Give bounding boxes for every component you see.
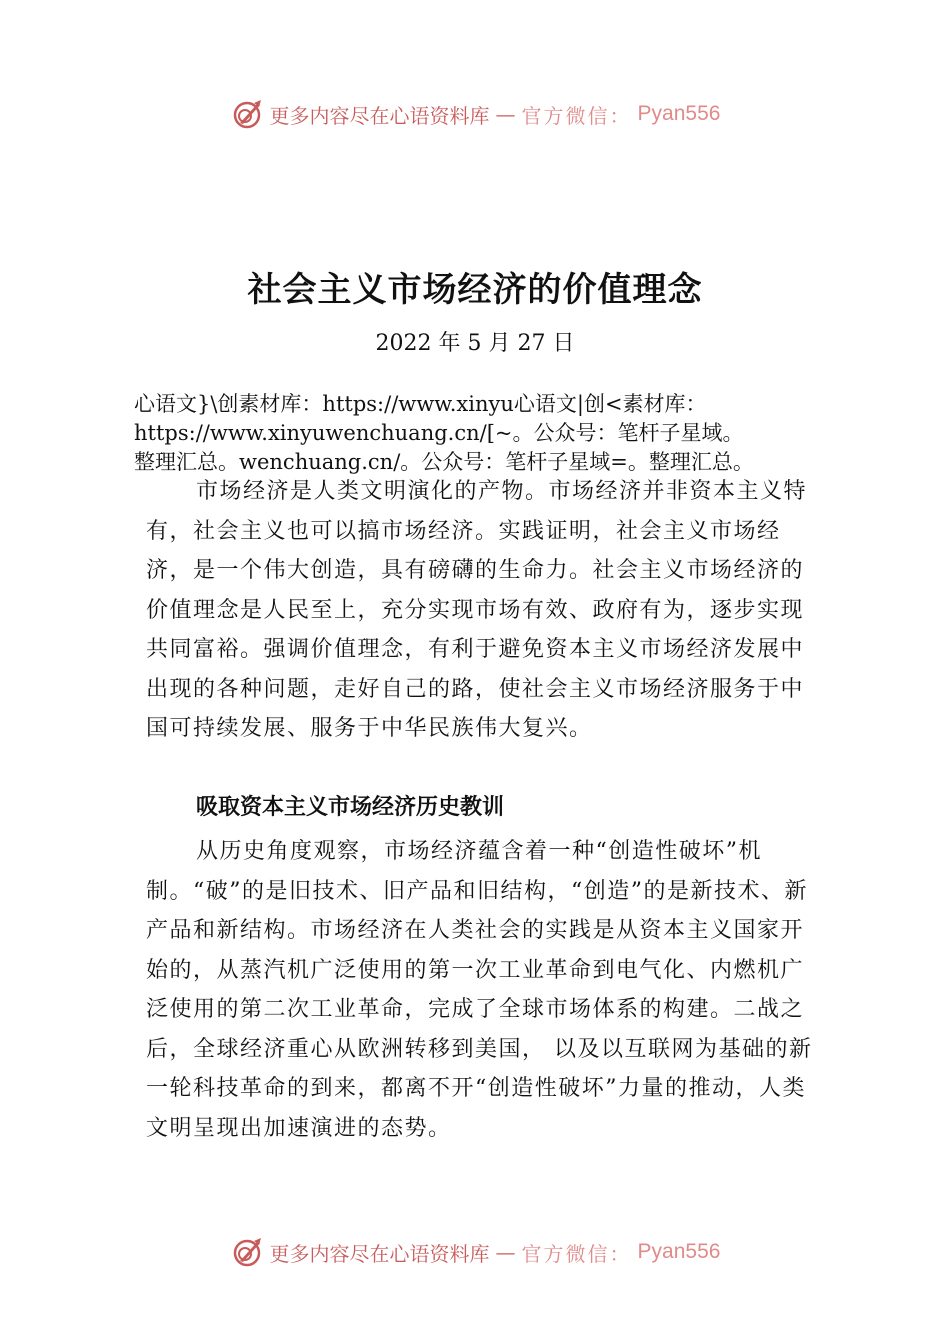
section-heading: 吸取资本主义市场经济历史教训 xyxy=(196,795,505,820)
quill-logo-icon xyxy=(230,97,264,131)
quill-logo-icon xyxy=(230,1235,264,1269)
paragraph-intro: 市场经济是人类文明演化的产物。市场经济并非资本主义特有，社会主义也可以搞市场经济。实践证明，社会主义市场经济，是一个伟大创造，具有磅礴的生命力。社会主义市场经济的价值理念是人民至上，充分实现市场有效、政府有为，逐步实现共同富裕。强调价值理念，有利于避免资本主义市场经济发展中出现的各种问题，走好自己的路，使社会主义市场经济服务于中国可持续发展、服务于中华民族伟大复兴。 xyxy=(146,479,808,741)
source-note: 心语文}\创素材库：https://www.xinyu心语文|创<素材库： https://www.xinyuwenchuang.cn/[~。公众号：笔杆子星域。 整理汇总。wenchuang.cn/。公众号：笔杆子星域=。整理汇总。 xyxy=(134,392,754,474)
banner-separator: — xyxy=(495,1240,516,1264)
banner-wechat-label: 官方微信： xyxy=(521,103,632,128)
banner-wechat-id: Pyan556 xyxy=(637,102,721,125)
document-title: 社会主义市场经济的价值理念 xyxy=(247,270,703,310)
banner-wechat-id: Pyan556 xyxy=(637,1240,721,1263)
banner-main-text: 更多内容尽在心语资料库 xyxy=(269,103,490,128)
banner-wechat-label: 官方微信： xyxy=(521,1241,632,1266)
paragraph-history: 从历史角度观察，市场经济蕴含着一种“创造性破坏”机制。“破”的是旧技术、旧产品和旧结构，“创造”的是新技术、新产品和新结构。市场经济在人类社会的实践是从资本主义国家开始的，从蒸汽机广泛使用的第一次工业革命到电气化、内燃机广泛使用的第二次工业革命，完成了全球市场体系的构建。二战之后，全球经济重心从欧洲转移到美国， 以及以互联网为基础的新一轮科技革命的到来，都离不开“创造性破坏”力量的推动，人类文明呈现出加速演进的态势。 xyxy=(146,839,813,1141)
banner-separator: — xyxy=(495,102,516,126)
banner-main-text: 更多内容尽在心语资料库 xyxy=(269,1241,490,1266)
footer-banner xyxy=(0,1232,950,1272)
document-date: 2022 年 5 月 27 日 xyxy=(375,331,575,356)
header-banner xyxy=(0,94,950,134)
